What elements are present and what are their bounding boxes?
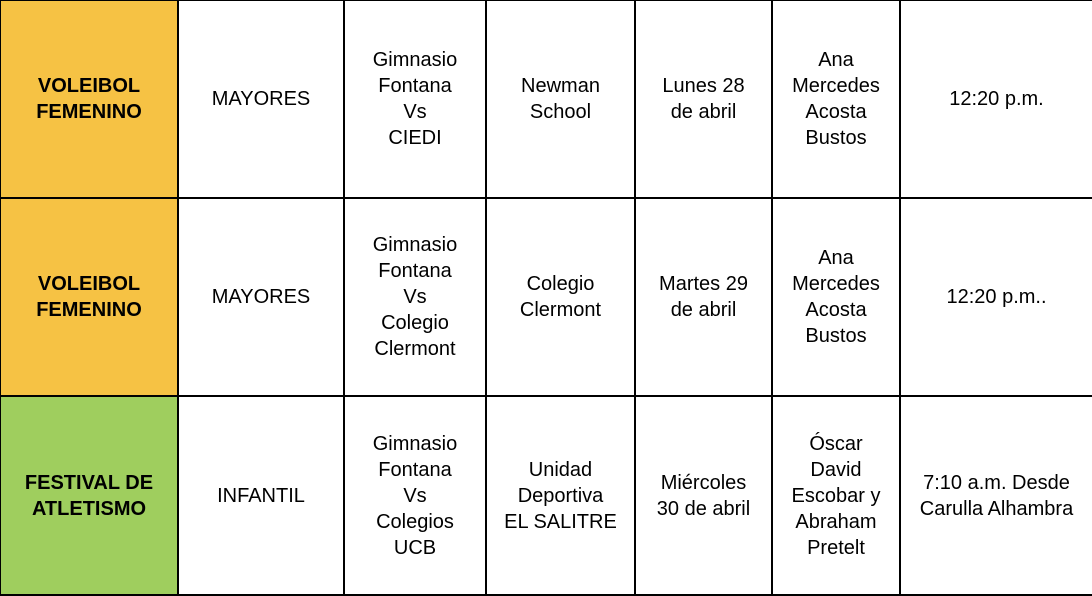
venue-line: School: [529, 101, 592, 123]
category-cell: [178, 396, 344, 595]
match-line: Clermont: [374, 338, 456, 360]
coach-cell: [772, 198, 900, 396]
match-cell: [344, 396, 486, 595]
coach-line: Bustos: [805, 325, 867, 347]
venue-line: EL SALITRE: [504, 510, 617, 533]
match-line: Gimnasio: [372, 49, 458, 71]
match-line: CIEDI: [388, 127, 442, 149]
coach-line: Abraham: [795, 510, 877, 533]
match-line: Gimnasio: [372, 234, 458, 256]
match-line: Colegio: [381, 312, 449, 334]
match-line: Gimnasio: [372, 432, 458, 455]
venue-line: Colegio: [526, 273, 595, 295]
category-text: MAYORES: [211, 286, 311, 308]
sport-line: VOLEIBOL: [37, 273, 141, 295]
coach-line: Mercedes: [792, 75, 880, 97]
match-line: Fontana: [378, 458, 452, 481]
date-line: 30 de abril: [656, 497, 751, 520]
match-line: Fontana: [378, 260, 452, 282]
date-line: de abril: [670, 299, 737, 321]
date-line: Lunes 28: [662, 75, 745, 97]
match-line: Colegios: [376, 510, 454, 533]
venue-line: Deportiva: [517, 484, 604, 507]
coach-line: Ana: [818, 247, 854, 269]
time-line: 7:10 a.m. Desde: [923, 471, 1070, 494]
match-line: Vs: [403, 484, 427, 507]
venue-cell: [486, 198, 635, 396]
date-line: Miércoles: [660, 471, 747, 494]
sport-cell: [0, 396, 178, 595]
venue-line: Clermont: [519, 299, 602, 321]
coach-line: Ana: [818, 49, 854, 71]
sport-line: VOLEIBOL: [37, 75, 141, 97]
date-cell: [635, 198, 772, 396]
time-cell: [900, 396, 1092, 595]
match-cell: [344, 198, 486, 396]
date-line: Martes 29: [659, 273, 748, 295]
date-cell: [635, 396, 772, 595]
sport-line: FEMENINO: [36, 101, 142, 123]
match-cell: [344, 0, 486, 198]
venue-line: Unidad: [528, 458, 593, 481]
venue-cell: [486, 0, 635, 198]
category-cell: [178, 198, 344, 396]
table-row: [0, 0, 1092, 198]
time-cell: [900, 0, 1092, 198]
category-text: MAYORES: [211, 88, 311, 110]
coach-line: Mercedes: [792, 273, 880, 295]
category-text: INFANTIL: [217, 484, 305, 507]
time-cell: [900, 198, 1092, 396]
date-cell: [635, 0, 772, 198]
coach-line: Pretelt: [807, 536, 865, 559]
coach-line: Acosta: [805, 101, 867, 123]
match-line: Vs: [403, 101, 427, 123]
table-row: [0, 396, 1092, 595]
coach-cell: [772, 0, 900, 198]
coach-line: Escobar y: [791, 484, 881, 507]
category-cell: [178, 0, 344, 198]
coach-line: Bustos: [805, 127, 867, 149]
coach-line: Óscar: [809, 432, 863, 455]
match-line: UCB: [393, 536, 437, 559]
sport-cell: [0, 0, 178, 198]
table-row: [0, 198, 1092, 396]
time-line: Carulla Alhambra: [919, 497, 1074, 520]
date-line: de abril: [670, 101, 737, 123]
time-line: 12:20 p.m..: [946, 286, 1047, 308]
venue-cell: [486, 396, 635, 595]
coach-cell: [772, 396, 900, 595]
sport-line: ATLETISMO: [31, 497, 147, 520]
match-line: Vs: [403, 286, 427, 308]
venue-line: Newman: [521, 75, 600, 97]
time-line: 12:20 p.m.: [949, 88, 1044, 110]
sport-line: FESTIVAL DE: [24, 471, 154, 494]
coach-line: David: [810, 458, 862, 481]
coach-line: Acosta: [805, 299, 867, 321]
sport-cell: [0, 198, 178, 396]
sport-line: FEMENINO: [36, 299, 142, 321]
match-line: Fontana: [378, 75, 452, 97]
